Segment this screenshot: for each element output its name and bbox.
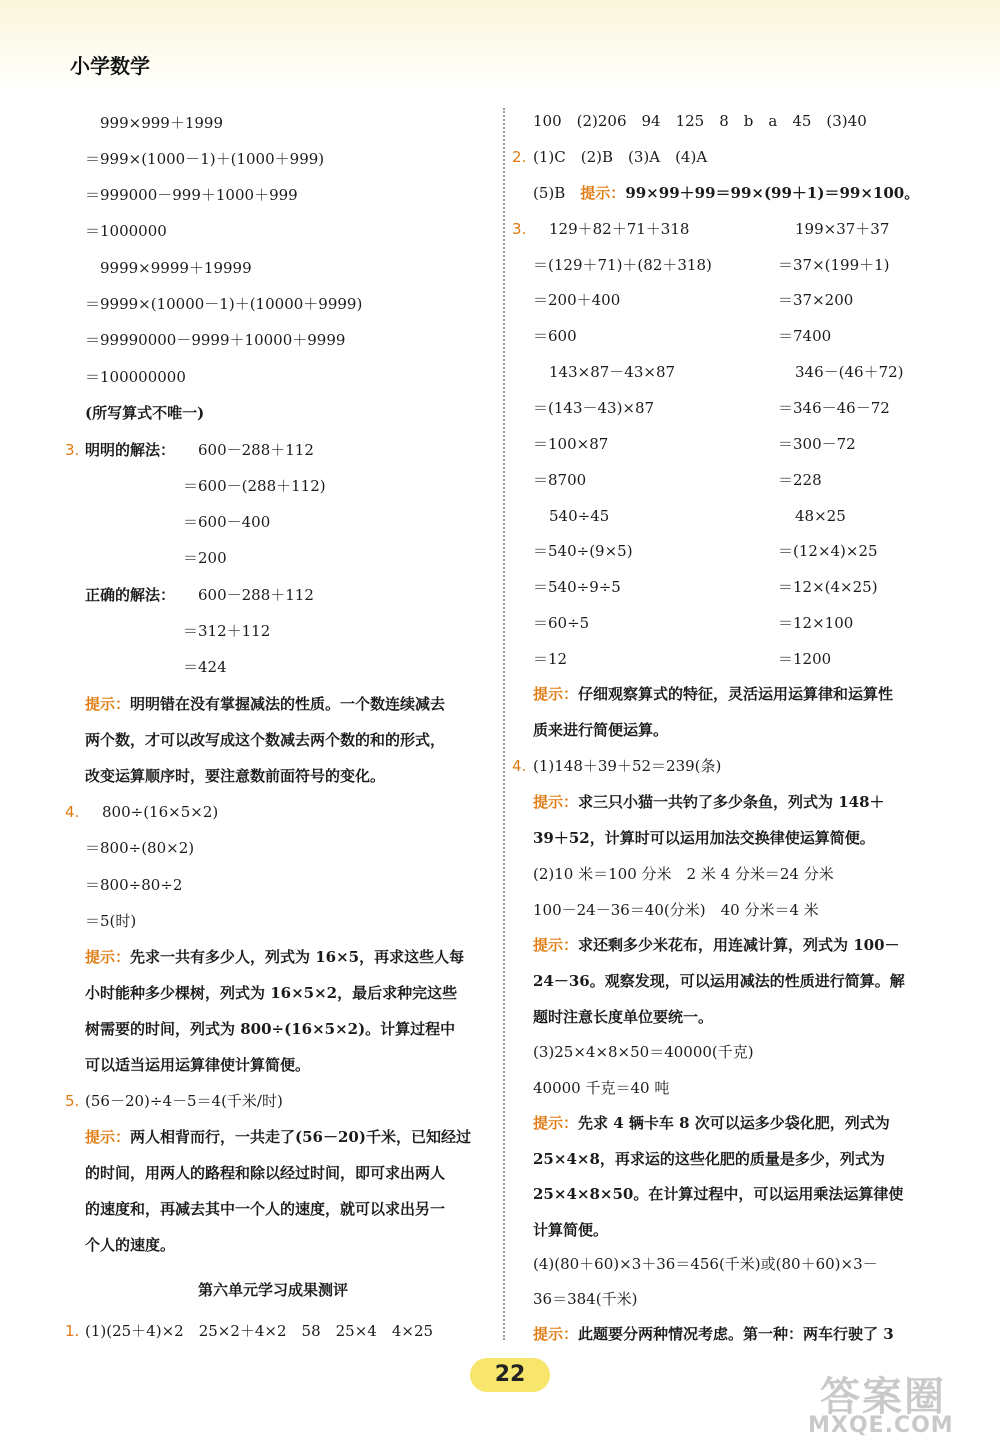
hint-text: 两人相背而行，一共走了(56－20)千米，已知经过 [130, 1128, 471, 1146]
calc-line: 800÷(16×5×2) [102, 803, 219, 821]
hint-text: 先求一共有多少人，列式为 16×5，再求这些人每 [130, 948, 465, 966]
hint-text: 个人的速度。 [85, 1236, 176, 1254]
calc-line: 540÷45 [549, 507, 610, 525]
hint-text: 计算简便。 [533, 1221, 609, 1239]
question-number: 2. [512, 148, 527, 166]
hint-line [533, 1113, 890, 1133]
hint-line [85, 947, 464, 967]
calc-line: ＝200＋400 [533, 291, 621, 309]
column-divider [503, 108, 505, 1340]
calc-line: (56－20)÷4－5＝4(千米/时) [85, 1092, 283, 1110]
hint-text: 小时能种多少棵树，列式为 16×5×2，最后求种完这些 [85, 984, 458, 1002]
calc-line: ＝312＋112 [183, 622, 271, 640]
calc-line: ＝800÷(80×2) [85, 839, 195, 857]
calc-line: ＝(143－43)×87 [533, 399, 655, 417]
calc-line: ＝100×87 [533, 435, 609, 453]
calc-line: 600－288＋112 [198, 441, 314, 459]
calc-line: ＝200 [183, 549, 227, 567]
calc-line: ＝999000－999＋1000＋999 [85, 186, 298, 204]
hint-text: 先求 4 辆卡车 8 次可以运多少袋化肥，列式为 [578, 1114, 890, 1132]
header-background [0, 0, 1000, 95]
question-number: 4. [65, 803, 80, 821]
calc-line: ＝999×(1000－1)＋(1000＋999) [85, 150, 325, 168]
calc-line: 129＋82＋71＋318 [549, 220, 690, 238]
hint-line [533, 183, 919, 203]
hint-label: 提示： [580, 184, 626, 202]
hint-text: 99×99＋99＝99×(99＋1)＝99×100。 [625, 184, 920, 202]
hint-label: 提示： [533, 685, 579, 703]
hint-text: 25×4×8，再求运的这些化肥的质量是多少，列式为 [533, 1150, 885, 1168]
watermark-logo-text: 答案圈 [820, 1374, 946, 1420]
hint-label: 提示： [85, 948, 131, 966]
answer-text: (5)B [533, 184, 566, 202]
calc-line: ＝12×(4×25) [778, 578, 878, 596]
hint-label: 提示： [533, 936, 579, 954]
question-number: 1. [65, 1322, 80, 1340]
calc-line: ＝1200 [778, 650, 832, 668]
hint-text: 题时注意长度单位要统一。 [533, 1008, 714, 1026]
calc-line: ＝12×100 [778, 614, 854, 632]
watermark [800, 1365, 990, 1440]
calc-line: ＝228 [778, 471, 822, 489]
calc-line: ＝37×(199＋1) [778, 256, 890, 274]
calc-line: ＝600－(288＋112) [183, 477, 326, 495]
hint-text: 两个数，才可以改写成这个数减去两个数的和的形式， [85, 731, 446, 749]
calc-line: ＝99990000－9999＋10000＋9999 [85, 331, 346, 349]
calc-line: ＝7400 [778, 327, 832, 345]
calc-line: ＝(129＋71)＋(82＋318) [533, 256, 712, 274]
hint-label: 提示： [533, 793, 579, 811]
solution-label: 正确的解法： [85, 586, 176, 604]
calc-line: 346－(46＋72) [795, 363, 904, 381]
hint-text: 明明错在没有掌握减法的性质。一个数连续减去 [130, 695, 446, 713]
calc-line: 999×999＋1999 [100, 114, 224, 132]
hint-text: 求还剩多少米花布，用连减计算，列式为 100－ [578, 936, 900, 954]
section-heading: 第六单元学习成果测评 [198, 1281, 349, 1299]
calc-line: ＝800÷80÷2 [85, 876, 183, 894]
calc-line: 48×25 [795, 507, 846, 525]
hint-text: 此题要分两种情况考虑。第一种：两车行驶了 3 [578, 1325, 894, 1343]
hint-label: 提示： [85, 695, 131, 713]
hint-text: 24－36。观察发现，可以运用减法的性质进行简算。解 [533, 972, 905, 990]
calc-line: ＝60÷5 [533, 614, 590, 632]
answer-line: (2)10 米＝100 分米 2 米 4 分米＝24 分米 [533, 865, 834, 883]
hint-text: 39＋52，计算时可以运用加法交换律使运算简便。 [533, 829, 875, 847]
calc-line: ＝12 [533, 650, 568, 668]
hint-line [533, 684, 893, 704]
calc-line: ＝37×200 [778, 291, 854, 309]
calc-line: ＝424 [183, 658, 227, 676]
calc-line: ＝(12×4)×25 [778, 542, 878, 560]
hint-text: 的时间，用两人的路程和除以经过时间，即可求出两人 [85, 1164, 446, 1182]
calc-line: ＝300－72 [778, 435, 856, 453]
calc-line: ＝540÷9÷5 [533, 578, 621, 596]
answer-line: 40000 千克＝40 吨 [533, 1079, 670, 1097]
answer-line: (3)25×4×8×50＝40000(千克) [533, 1043, 754, 1061]
calc-line: 199×37＋37 [795, 220, 890, 238]
hint-text: 可以适当运用运算律使计算简便。 [85, 1056, 311, 1074]
hint-text: 25×4×8×50。在计算过程中，可以运用乘法运算律使 [533, 1185, 904, 1203]
hint-line [85, 694, 445, 714]
calc-line: ＝9999×(10000－1)＋(10000＋9999) [85, 295, 363, 313]
question-number: 3. [512, 220, 527, 238]
calc-line: (1)(25＋4)×2 25×2＋4×2 58 25×4 4×25 [85, 1322, 434, 1340]
answer-line: 100 (2)206 94 125 8 b a 45 (3)40 [533, 112, 867, 130]
hint-text: 仔细观察算式的特征，灵活运用运算律和运算性 [578, 685, 894, 703]
hint-text: 改变运算顺序时，要注意数前面符号的变化。 [85, 767, 386, 785]
answer-line: (1)148＋39＋52＝239(条) [533, 757, 722, 775]
calc-line: ＝600 [533, 327, 577, 345]
answer-line: 100－24－36＝40(分米) 40 分米＝4 米 [533, 901, 819, 919]
hint-line [85, 1127, 471, 1147]
answer-line: 36＝384(千米) [533, 1290, 638, 1308]
question-number: 4. [512, 757, 527, 775]
answer-line: (4)(80＋60)×3＋36＝456(千米)或(80＋60)×3－ [533, 1255, 878, 1273]
calc-line: ＝600－400 [183, 513, 271, 531]
calc-line: ＝100000000 [85, 368, 186, 386]
hint-line [533, 935, 900, 955]
calc-line: 143×87－43×87 [549, 363, 676, 381]
watermark-url: MXQE.COM [808, 1413, 954, 1438]
calc-line: ＝346－46－72 [778, 399, 890, 417]
calc-line: ＝5(时) [85, 912, 137, 930]
note-line: (所写算式不唯一) [85, 404, 205, 422]
solution-label: 明明的解法： [85, 441, 176, 459]
calc-line: 600－288＋112 [198, 586, 314, 604]
book-title: 小学数学 [70, 54, 150, 78]
question-number: 5. [65, 1092, 80, 1110]
calc-line: ＝8700 [533, 471, 587, 489]
hint-text: 的速度和，再减去其中一个人的速度，就可以求出另一 [85, 1200, 446, 1218]
hint-text: 树需要的时间，列式为 800÷(16×5×2)。计算过程中 [85, 1020, 456, 1038]
calc-line: ＝540÷(9×5) [533, 542, 633, 560]
hint-label: 提示： [85, 1128, 131, 1146]
hint-line [533, 792, 885, 812]
calc-line: ＝1000000 [85, 222, 167, 240]
calc-line: 9999×9999＋19999 [100, 259, 252, 277]
hint-text: 求三只小猫一共钓了多少条鱼，列式为 148＋ [578, 793, 885, 811]
hint-label: 提示： [533, 1114, 579, 1132]
question-number: 3. [65, 441, 80, 459]
hint-label: 提示： [533, 1325, 579, 1343]
page-number: 22 [470, 1358, 550, 1392]
answer-line: (1)C (2)B (3)A (4)A [533, 148, 708, 166]
hint-line [533, 1324, 894, 1344]
hint-text: 质来进行简便运算。 [533, 721, 669, 739]
